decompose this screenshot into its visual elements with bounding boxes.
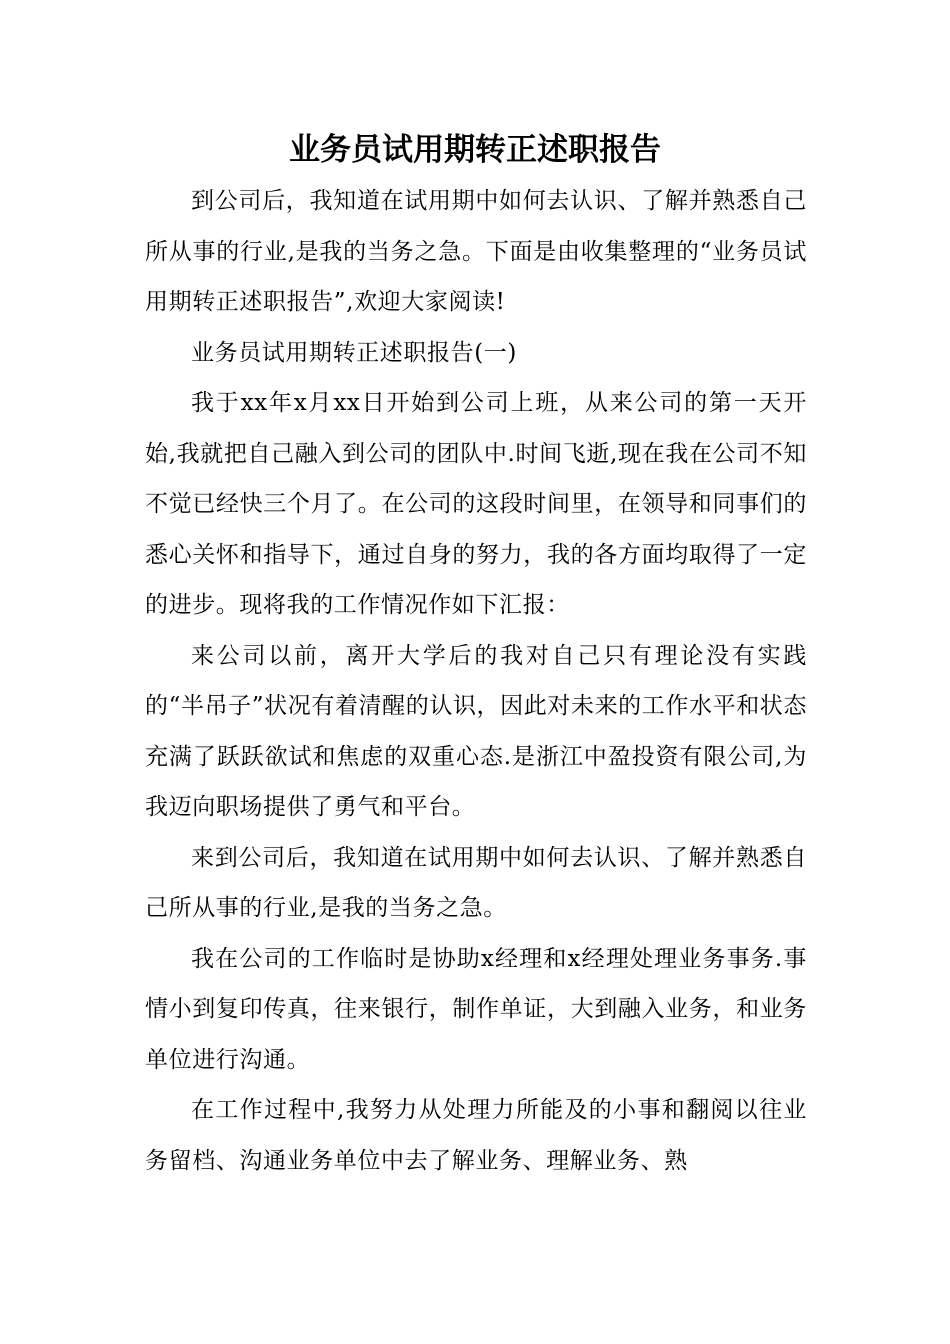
paragraph-section-heading: 业务员试用期转正述职报告(一) (191, 339, 517, 366)
document-body (145, 176, 807, 1186)
paragraph-intro: 到公司后，我知道在试用期中如何去认识、了解并熟悉自己所从事的行业,是我的当务之急。下面是由收集整理的“业务员试用期转正述职报告”,欢迎大家阅读! (145, 188, 807, 315)
document-title: 业务员试用期转正述职报告 (289, 132, 661, 168)
paragraph-duties: 我在公司的工作临时是协助x经理和x经理处理业务事务.事情小到复印传真，往来银行，制作单证，大到融入业务，和业务单位进行沟通。 (145, 945, 807, 1073)
paragraph-before-company: 来公司以前，离开大学后的我对自己只有理论没有实践的“半吊子”状况有着清醒的认识，因此对未来的工作水平和状态充满了跃跃欲试和焦虑的双重心态.是浙江中盈投资有限公司,为我迈向职场提供了勇气和平台。 (145, 642, 807, 820)
paragraph-work-process: 在工作过程中,我努力从处理力所能及的小事和翻阅以往业务留档、沟通业务单位中去了解业务、理解业务、熟 (145, 1097, 807, 1174)
paragraph-after-arrival: 来到公司后，我知道在试用期中如何去认识、了解并熟悉自己所从事的行业,是我的当务之急。 (145, 844, 807, 921)
paragraph-start-work: 我于xx年x月xx日开始到公司上班，从来公司的第一天开始,我就把自己融入到公司的团队中.时间飞逝,现在我在公司不知不觉已经快三个月了。在公司的这段时间里，在领导和同事们的悉心关怀和指导下，通过自身的努力，我的各方面均取得了一定的进步。现将我的工作情况作如下汇报： (145, 390, 807, 618)
